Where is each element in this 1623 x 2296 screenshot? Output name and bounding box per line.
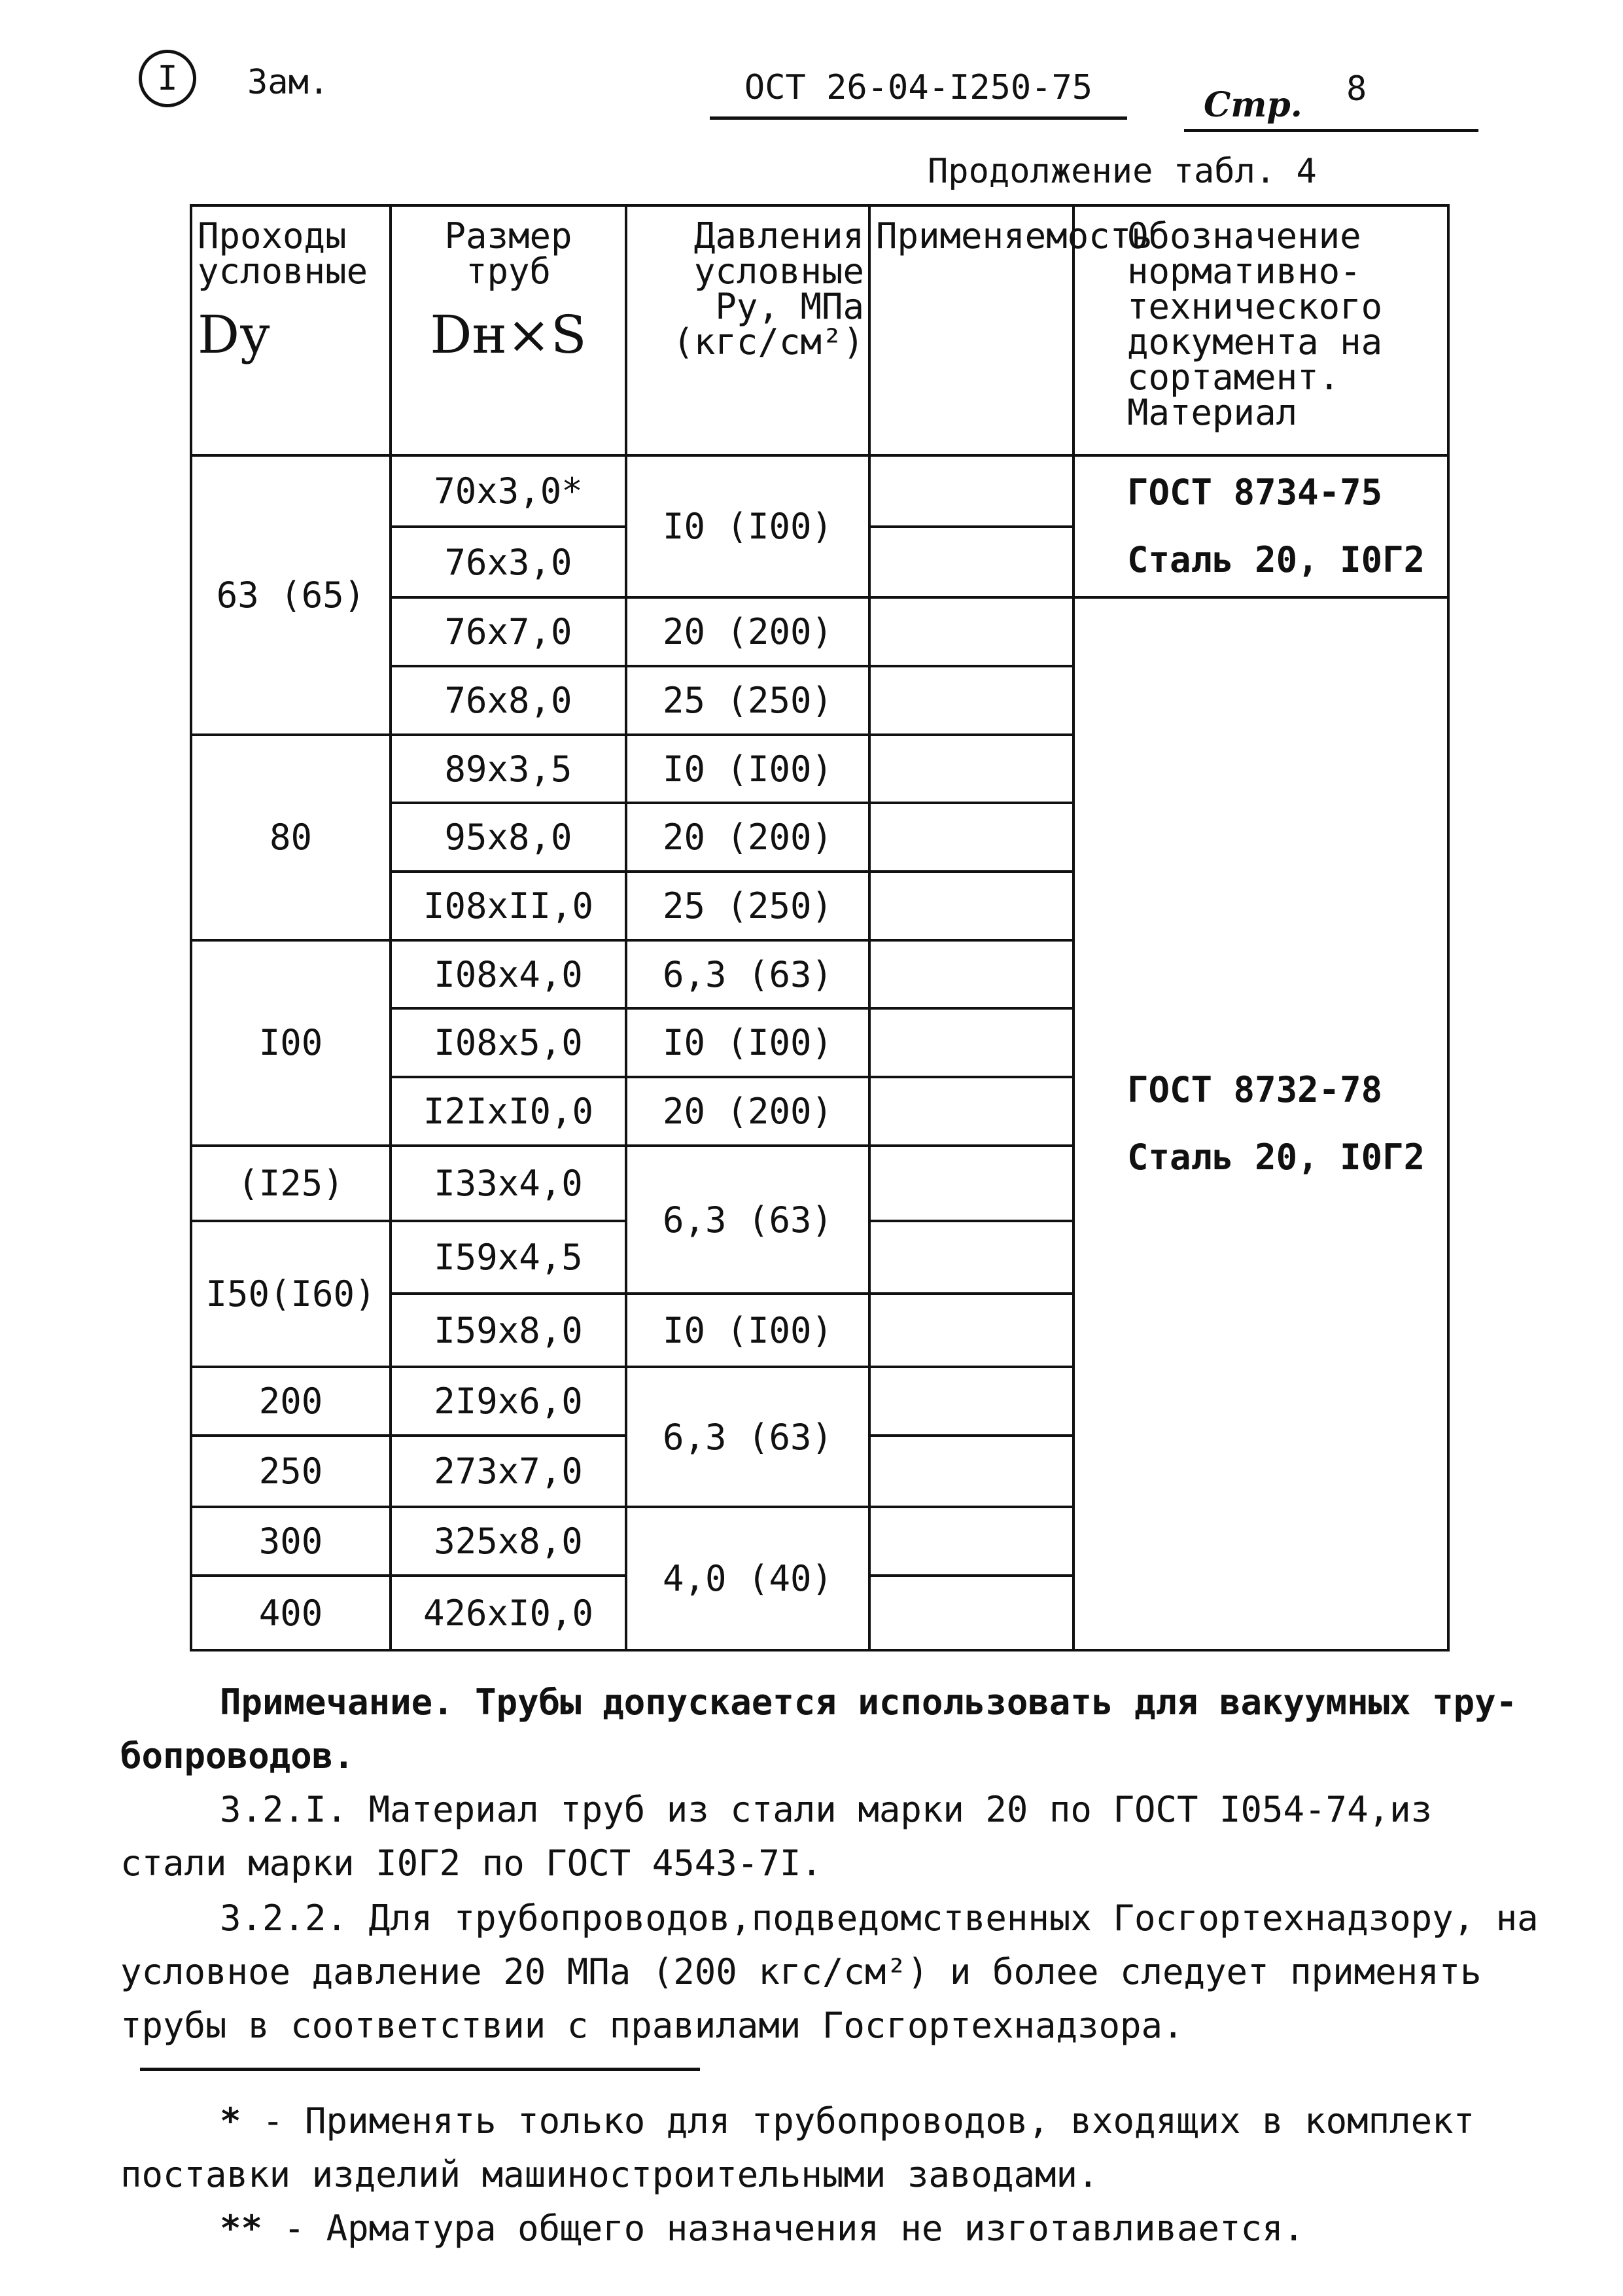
paragraph-3-2-1-cont: стали марки I0Г2 по ГОСТ 4543-7I.	[120, 1843, 822, 1884]
pressure-cell: I0 (I00)	[626, 735, 869, 804]
applicability-cell	[869, 1367, 1073, 1436]
dn-cell: 400	[191, 1576, 391, 1650]
note-line-cont: бопроводов.	[120, 1735, 355, 1776]
page-label	[1184, 85, 1478, 132]
table-continuation-title: Продолжение табл. 4	[928, 152, 1317, 191]
size-cell: I2IхI0,0	[391, 1077, 626, 1146]
pressure-cell: 20 (200)	[626, 1077, 869, 1146]
applicability-cell	[869, 666, 1073, 735]
pressure-cell: 25 (250)	[626, 872, 869, 940]
pipe-sizes-table	[190, 204, 1450, 1651]
applicability-cell	[869, 1146, 1073, 1221]
footnote-1-mark: *	[220, 2100, 241, 2142]
size-cell: 2I9х6,0	[391, 1367, 626, 1436]
change-label: Зам.	[247, 63, 330, 102]
header-pipe-size	[391, 205, 626, 455]
page-number: 8	[1346, 69, 1367, 109]
size-cell: 76х7,0	[391, 597, 626, 666]
pressure-cell: 6,3 (63)	[626, 1367, 869, 1507]
header-pipe-size-text: Размер труб	[444, 215, 572, 292]
standard-cell	[1073, 455, 1448, 597]
footnote-1	[220, 2094, 1475, 2149]
change-number: I	[157, 59, 178, 98]
footnote-2	[220, 2201, 1304, 2256]
size-cell: 70х3,0*	[391, 455, 626, 527]
applicability-cell	[869, 1436, 1073, 1508]
header-applicability: Применяемость	[869, 205, 1073, 455]
header-dn-s-symbol: Dн×S	[430, 304, 587, 365]
size-cell: I08х5,0	[391, 1008, 626, 1077]
standard-material: Сталь 20, I0Г2	[1127, 1136, 1425, 1178]
change-mark-circle	[139, 50, 196, 107]
standard-cell	[1073, 597, 1448, 1650]
footnote-1-text: - Применять только для трубопроводов, входящих в комплект	[241, 2100, 1475, 2142]
standard-name: ГОСТ 8734-75	[1127, 472, 1383, 514]
size-cell: I59х8,0	[391, 1294, 626, 1367]
size-cell: 95х8,0	[391, 803, 626, 872]
header-pressure: Давления условные Ру, МПа (кгс/см²)	[626, 205, 869, 455]
footnote-1-cont: поставки изделий машиностроительными заводами.	[120, 2154, 1099, 2195]
pressure-cell: 20 (200)	[626, 803, 869, 872]
pressure-cell: 25 (250)	[626, 666, 869, 735]
size-cell: 426хI0,0	[391, 1576, 626, 1650]
pressure-cell: 4,0 (40)	[626, 1507, 869, 1650]
page-label-text: Стр.	[1204, 85, 1302, 125]
pressure-cell: 6,3 (63)	[626, 1146, 869, 1294]
applicability-cell	[869, 1008, 1073, 1077]
applicability-cell	[869, 940, 1073, 1009]
pressure-cell: I0 (I00)	[626, 455, 869, 597]
dn-cell: 250	[191, 1436, 391, 1508]
applicability-cell	[869, 1221, 1073, 1294]
dn-cell: (I25)	[191, 1146, 391, 1221]
applicability-cell	[869, 1576, 1073, 1650]
footnote-2-text: - Арматура общего назначения не изготавливается.	[262, 2208, 1305, 2249]
pressure-cell: 6,3 (63)	[626, 940, 869, 1009]
dn-cell: 200	[191, 1367, 391, 1436]
dn-cell: I50(I60)	[191, 1221, 391, 1368]
applicability-cell	[869, 1507, 1073, 1576]
header-nominal-diameter-text: Проходы условные	[198, 215, 368, 292]
applicability-cell	[869, 527, 1073, 598]
paragraph-3-2-1: 3.2.I. Материал труб из стали марки 20 по ГОСТ I054-74,из	[220, 1789, 1433, 1830]
paragraph-3-2-2-cont2: трубы в соответствии с правилами Госгортехнадзора.	[120, 2005, 1184, 2046]
applicability-cell	[869, 455, 1073, 527]
size-cell: I08х4,0	[391, 940, 626, 1009]
dn-cell: 300	[191, 1507, 391, 1576]
size-cell: 76х3,0	[391, 527, 626, 598]
note-line: Примечание. Трубы допускается использовать для вакуумных тру-	[220, 1682, 1518, 1723]
footnote-separator	[140, 2068, 700, 2071]
size-cell: I33х4,0	[391, 1146, 626, 1221]
pressure-cell: I0 (I00)	[626, 1294, 869, 1367]
dn-cell: 80	[191, 735, 391, 940]
size-cell: 273х7,0	[391, 1436, 626, 1508]
standard-name: ГОСТ 8732-78	[1127, 1069, 1383, 1111]
applicability-cell	[869, 1077, 1073, 1146]
size-cell: I08хII,0	[391, 872, 626, 940]
applicability-cell	[869, 803, 1073, 872]
paragraph-3-2-2-cont: условное давление 20 МПа (200 кгс/см²) и более следует применять	[120, 1951, 1482, 1992]
paragraph-3-2-2: 3.2.2. Для трубопроводов,подведомственных Госгортехнадзору, на	[220, 1898, 1539, 1939]
size-cell: 325х8,0	[391, 1507, 626, 1576]
footnote-2-mark: **	[220, 2208, 263, 2249]
applicability-cell	[869, 872, 1073, 940]
applicability-cell	[869, 1294, 1073, 1367]
pressure-cell: 20 (200)	[626, 597, 869, 666]
dn-cell: 63 (65)	[191, 455, 391, 735]
dn-cell: I00	[191, 940, 391, 1146]
size-cell: 89х3,5	[391, 735, 626, 804]
applicability-cell	[869, 735, 1073, 804]
applicability-cell	[869, 597, 1073, 666]
pressure-cell: I0 (I00)	[626, 1008, 869, 1077]
standard-material: Сталь 20, I0Г2	[1127, 539, 1425, 580]
header-standard: Обозначение нормативно-технического документа на сортамент. Материал	[1073, 205, 1448, 455]
size-cell: I59х4,5	[391, 1221, 626, 1294]
document-code: ОСТ 26-04-I250-75	[710, 68, 1127, 120]
size-cell: 76х8,0	[391, 666, 626, 735]
header-dy-symbol: Dу	[198, 304, 271, 365]
header-nominal-diameter	[191, 205, 391, 455]
